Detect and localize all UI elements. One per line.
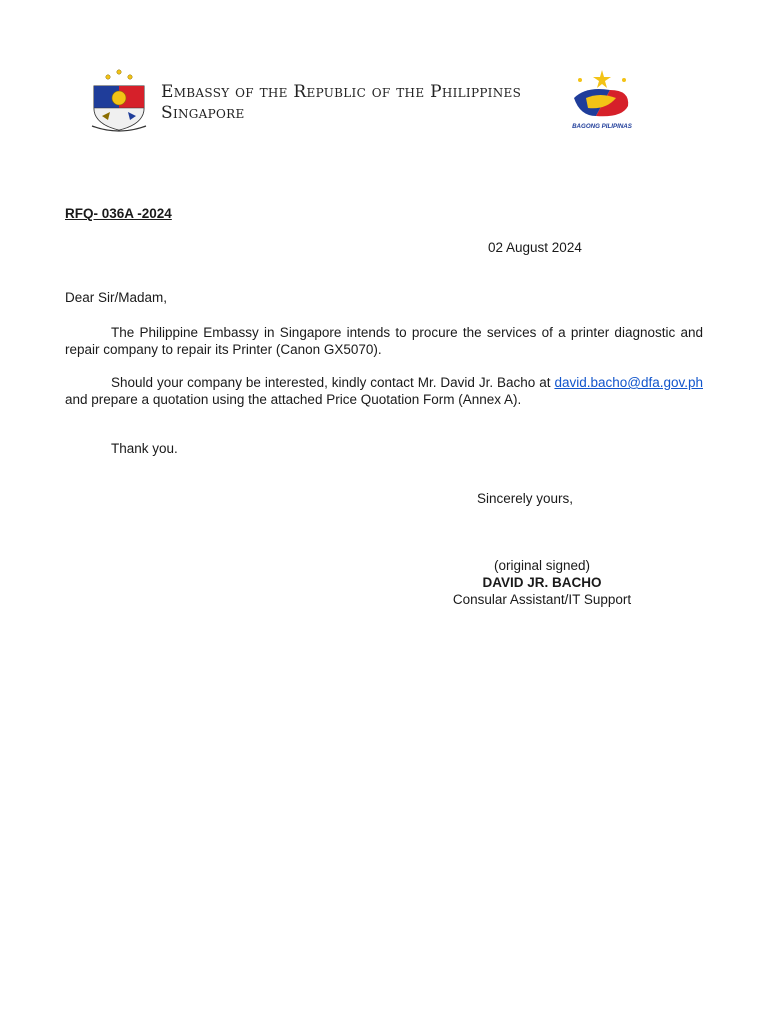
rfq-reference: RFQ- 036A -2024 xyxy=(65,206,172,221)
signatory-title: Consular Assistant/IT Support xyxy=(452,592,632,607)
contact-text-before: Should your company be interested, kindly contact Mr. David Jr. Bacho at xyxy=(111,375,555,390)
bagong-pilipinas-logo-icon xyxy=(566,68,638,134)
closing: Sincerely yours, xyxy=(477,491,574,506)
signature-block xyxy=(420,557,664,608)
signatory-name: DAVID JR. BACHO xyxy=(482,575,602,590)
philippine-seal-icon xyxy=(88,68,150,134)
signed-note: (original signed) xyxy=(493,558,591,573)
letterhead xyxy=(88,68,648,138)
paragraph-intent: The Philippine Embassy in Singapore intends to procure the services of a printer diagnostic and repair company to repair its Printer (Canon GX5070). xyxy=(65,325,703,357)
paragraph-contact xyxy=(65,374,703,408)
email-link[interactable]: david.bacho@dfa.gov.ph xyxy=(554,375,703,390)
thank-you: Thank you. xyxy=(111,441,178,456)
bagong-pilipinas-text: BAGONG PILIPINAS xyxy=(572,123,632,130)
embassy-name: Embassy of the Republic of the Philippines xyxy=(161,82,522,102)
contact-text-after: and prepare a quotation using the attached Price Quotation Form (Annex A). xyxy=(65,392,522,407)
letter-date: 02 August 2024 xyxy=(488,240,582,255)
salutation: Dear Sir/Madam, xyxy=(65,290,168,305)
embassy-city: Singapore xyxy=(161,103,245,123)
embassy-title xyxy=(161,82,521,124)
